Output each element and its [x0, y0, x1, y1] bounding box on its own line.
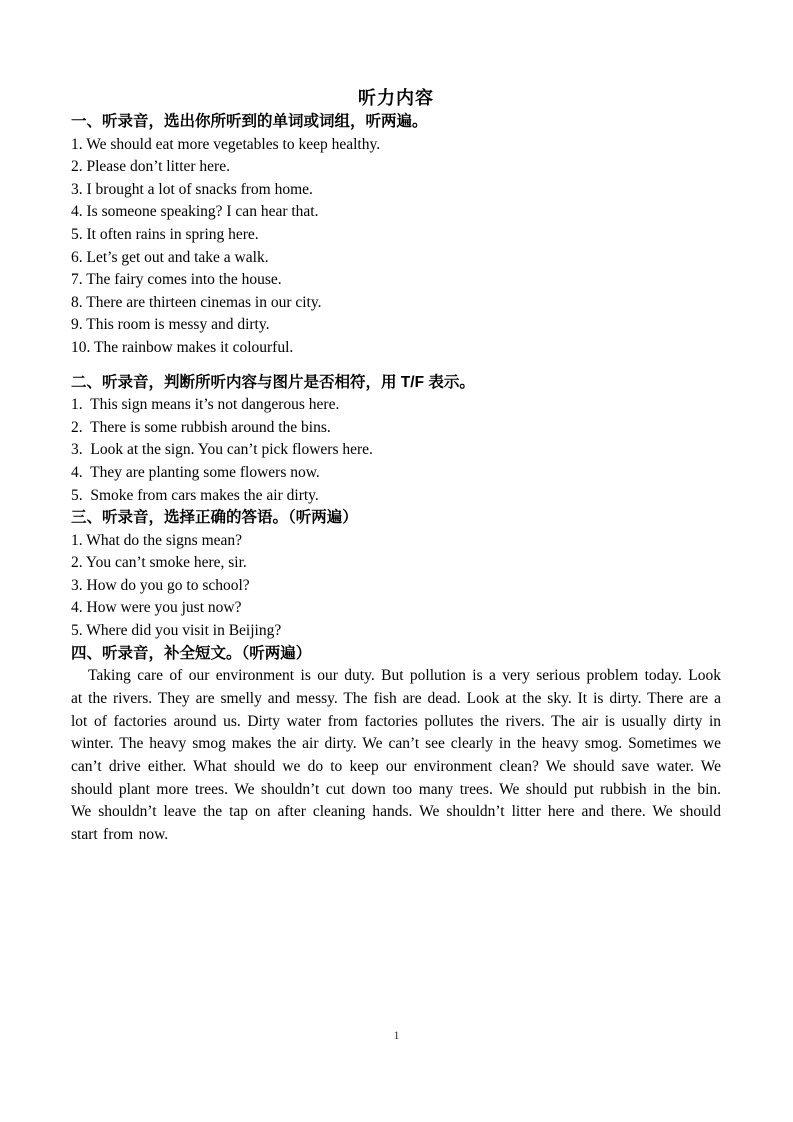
- list-item: 1. We should eat more vegetables to keep healthy.: [71, 135, 381, 153]
- list-item: 2. You can’t smoke here, sir.: [71, 554, 247, 572]
- section-3: [71, 507, 721, 643]
- list-item: 9. This room is messy and dirty.: [71, 316, 270, 334]
- passage-text: Taking care of our environment is our duty. But pollution is a very serious problem today. Look at the rivers. They are smelly and messy. The fish are dead. Look at the sky. It is dirty. There are a lot of factories around us. Dirty water from factories pollutes the rivers. The air is usually dirty in winter. The heavy smog makes the air dirty. We can’t see clearly in the heavy smog. Sometimes we can’t drive either. What should we do to keep our environment clean? We should save water. We should plant more trees. We shouldn’t cut down too many trees. We should put rubbish in the bin. We shouldn’t leave the tap on after cleaning hands. We shouldn’t litter here and there. We should start from now.: [71, 667, 721, 844]
- list-item: 1. This sign means it’s not dangerous here.: [71, 396, 340, 414]
- list-item: 3. I brought a lot of snacks from home.: [71, 180, 313, 198]
- list-item: 10. The rainbow makes it colourful.: [71, 338, 294, 356]
- section-4-heading: 四、听录音，补全短文。（听两遍）: [71, 644, 312, 662]
- page-title: 听力内容: [358, 88, 434, 108]
- page-number: 1: [393, 1028, 400, 1042]
- section-3-heading: 三、听录音，选择正确的答语。（听两遍）: [71, 509, 358, 527]
- list-item: 2. There is some rubbish around the bins.: [71, 418, 331, 436]
- section-1-heading: 一、听录音，选出你所听到的单词或词组，听两遍。: [71, 113, 428, 130]
- list-item: 5. Where did you visit in Beijing?: [71, 622, 282, 640]
- section-1: [71, 111, 721, 360]
- list-item: 5. Smoke from cars makes the air dirty.: [71, 486, 319, 504]
- list-item: 6. Let’s get out and take a walk.: [71, 248, 269, 266]
- list-item: 4. How were you just now?: [71, 599, 242, 617]
- list-item: 2. Please don’t litter here.: [71, 158, 230, 176]
- list-item: 7. The fairy comes into the house.: [71, 271, 282, 289]
- section-4: [71, 643, 721, 847]
- list-item: 3. How do you go to school?: [71, 576, 250, 594]
- list-item: 4. Is someone speaking? I can hear that.: [71, 203, 319, 221]
- list-item: 3. Look at the sign. You can’t pick flowers here.: [71, 441, 373, 459]
- list-item: 5. It often rains in spring here.: [71, 225, 259, 243]
- list-item: 8. There are thirteen cinemas in our city.: [71, 293, 322, 311]
- list-item: 1. What do the signs mean?: [71, 531, 243, 549]
- list-item: 4. They are planting some flowers now.: [71, 463, 320, 481]
- section-2: [71, 372, 721, 508]
- section-2-heading: 二、听录音，判断所听内容与图片是否相符，用 T/F 表示。: [71, 373, 475, 391]
